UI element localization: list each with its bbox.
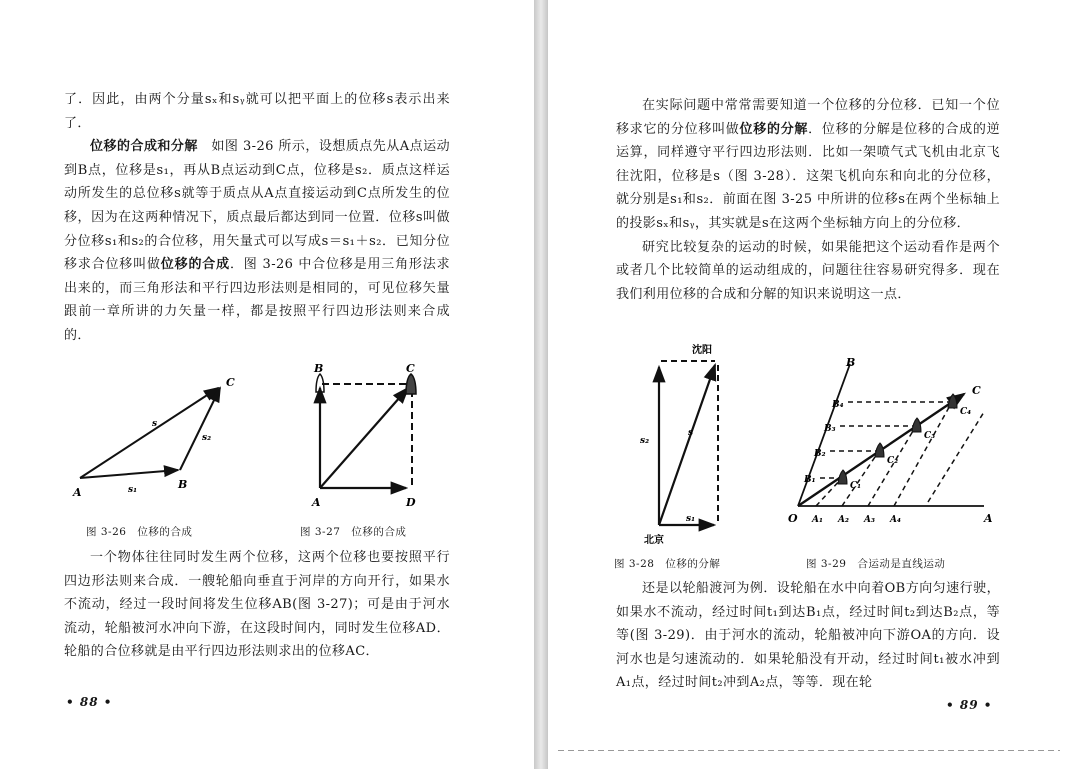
term-composition: 位移的合成 [160, 257, 230, 273]
label-A: A [312, 496, 321, 509]
label-C: C [972, 384, 981, 397]
page-edge-rule [558, 750, 1060, 751]
caption-3-29: 图 3-29 合运动是直线运动 [806, 558, 946, 570]
vector-s [659, 365, 715, 525]
right-text-top [616, 94, 1000, 306]
label-C2: C₂ [887, 456, 899, 466]
dashed-A-to-C [816, 402, 984, 506]
right-page [548, 0, 1080, 769]
caption-3-27: 图 3-27 位移的合成 [300, 526, 407, 538]
figure-3-26 [60, 370, 260, 505]
right-paragraph-2: 研究比较复杂的运动的时候，如果能把这个运动看作是两个或者几个比较简单的运动组成的，问题往往容易研究得多．现在我们利用位移的合成和分解的知识来说明这一点． [616, 239, 1000, 302]
label-A1: A₁ [812, 515, 823, 525]
label-shenyang: 沈阳 [692, 345, 712, 356]
label-s: s [152, 419, 158, 429]
right-paragraph-1-a: 在实际问题中常常需要知道一个位移的分位移．已知一个位移求它的分位移叫做 [616, 98, 1000, 137]
section-heading-composition: 位移的合成和分解 [90, 139, 198, 155]
caption-3-26: 图 3-26 位移的合成 [86, 526, 193, 538]
label-C: C [406, 362, 415, 375]
left-paragraph-3: 一个物体往往同时发生两个位移，这两个位移也要按照平行四边形法则来合成．一艘轮船向垂直于河岸的方向开行，如果水不流动，经过一段时间将发生位移AB(图 3-27)；可是由于河水流动，轮船被河水冲向下游，在这段时间内，同时发生位移AD．轮船的合位移就是由平行四边形法则求出的位移AC． [64, 550, 450, 660]
figure-3-29 [784, 352, 1004, 532]
right-paragraph-3: 还是以轮船渡河为例．设轮船在水中向着OB方向匀速行驶，如果水不流动，经过时间t₁到达B₁点，经过时间t₂到达B₂点，等等(图 3-29)．由于河水的流动，轮船被冲向下游OA的方向．设河水也是匀速流动的．如果轮船没有开动，经过时间t₁被水冲到A₁点，经过时间t₂冲到A₂点，等等．现在轮 [616, 581, 1000, 691]
left-paragraph-2-tail: ．图 3-26 中合位移是用三角形法求出来的，而三角形法和平行四边形法则是相同的，可见位移矢量跟前一章所讲的力矢量一样，都是按照平行四边形法则来合成的． [64, 257, 450, 343]
label-A2: A₂ [838, 515, 849, 525]
page-number-right: • 89 • [946, 698, 993, 712]
label-D: D [406, 496, 416, 509]
label-A: A [984, 512, 993, 525]
label-B2: B₂ [814, 449, 826, 459]
page-number-left: • 88 • [66, 695, 113, 709]
label-C1: C₁ [850, 481, 862, 491]
left-paragraph-2-body: 如图 3-26 所示，设想质点先从A点运动到B点，位移是s₁，再从B点运动到C点，位移是s₂．质点这样运动所发生的总位移s就等于质点从A点直接运动到C点所发生的位移，因为在这两种情况下，质点最后都达到同一位置．位移s叫做分位移s₁和s₂的合位移，用矢量式可以写成s＝s₁＋s₂．已知分位移求合位移叫做 [64, 139, 451, 273]
caption-3-28: 图 3-28 位移的分解 [614, 558, 721, 570]
boat-icon [406, 374, 416, 394]
label-B1: B₁ [804, 475, 816, 485]
label-s2: s₂ [640, 436, 650, 446]
term-decomposition: 位移的分解 [739, 121, 809, 137]
label-beijing: 北京 [644, 535, 664, 546]
label-B: B [314, 362, 324, 375]
right-paragraph-1-b: ．位移的分解是位移的合成的逆运算，同样遵守平行四边形法则．比如一架喷气式飞机由北京飞往沈阳，位移是s（图 3-28）．这架飞机向东和向北的分位移，就分别是s₁和s₂．前面在图 3-25 中所讲的位移s在两个坐标轴上的投影sₓ和sᵧ，其实就是s在这两个坐标轴方向上的分位移． [616, 121, 1000, 231]
vector-s1 [80, 470, 178, 478]
label-A3: A₃ [864, 515, 875, 525]
left-text-top [64, 88, 450, 348]
right-paragraph-1 [616, 94, 1000, 236]
vector-AC [320, 388, 408, 488]
label-C4: C₄ [960, 407, 972, 417]
label-s1: s₁ [686, 514, 696, 524]
left-paragraph-2 [64, 135, 450, 347]
right-text-bottom [616, 577, 1000, 695]
label-s1: s₁ [128, 485, 138, 495]
label-B3: B₃ [824, 424, 836, 434]
figure-3-27 [302, 360, 432, 510]
figure-3-28 [634, 343, 744, 548]
left-page [0, 0, 534, 769]
label-B: B [178, 478, 188, 491]
label-s2: s₂ [202, 433, 212, 443]
book-gutter [534, 0, 548, 769]
label-B4: B₄ [832, 400, 844, 410]
label-C3: C₃ [924, 431, 936, 441]
label-O: O [788, 512, 798, 525]
label-A: A [73, 486, 82, 499]
label-C: C [226, 376, 235, 389]
label-A4: A₄ [890, 515, 901, 525]
label-B: B [846, 356, 856, 369]
left-text-bottom [64, 546, 450, 664]
label-s: s [688, 428, 694, 438]
left-paragraph-1: 了．因此，由两个分量sₓ和sᵧ就可以把平面上的位移s表示出来了． [64, 92, 450, 131]
